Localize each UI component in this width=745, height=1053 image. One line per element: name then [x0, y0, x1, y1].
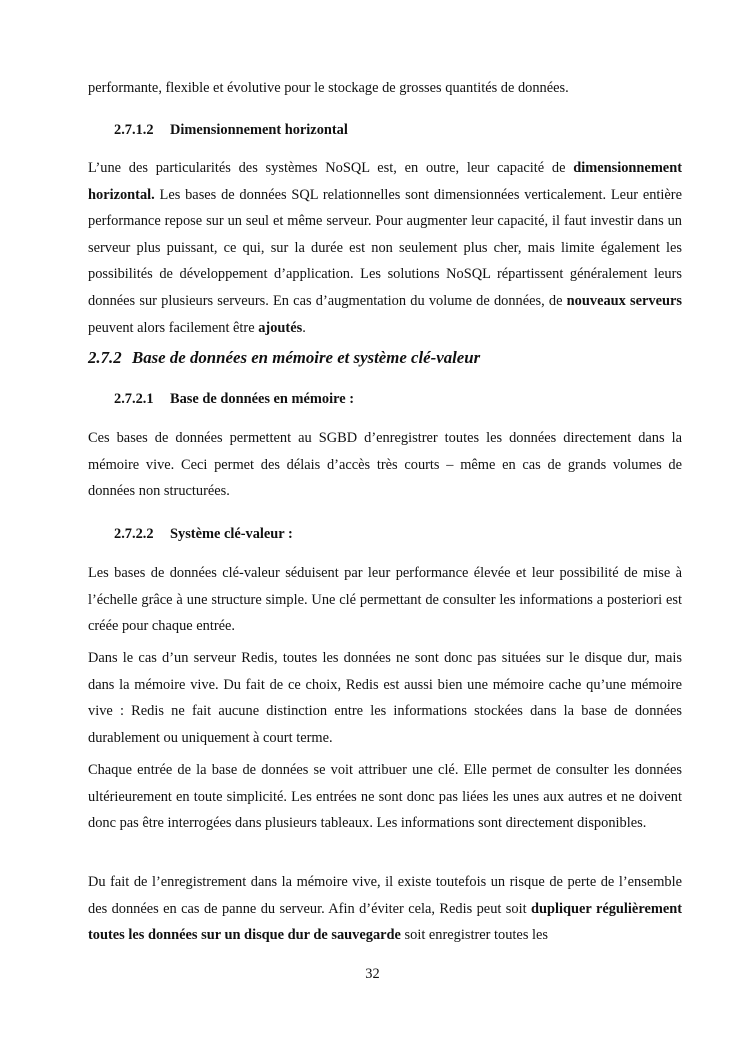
- text-run: L’une des particularités des systèmes NoSQL est, en outre, leur capacité de: [88, 160, 574, 176]
- bold-run: nouveaux serveurs: [566, 292, 682, 309]
- section-heading-272: [88, 348, 480, 368]
- text-run: peuvent alors facilement être: [88, 319, 259, 336]
- paragraph-key-entry: [88, 757, 682, 837]
- paragraph-key-value: [88, 560, 682, 640]
- text-run: Du fait de l’enregistrement dans la mémoire vive, il existe toutefois un risque de perte de l’ensemble des données en cas de panne du serveur. Afin d’éviter cela, Redis peut soit: [88, 874, 682, 917]
- section-title: Dimensionnement horizontal: [170, 122, 348, 138]
- section-heading-2722: [114, 524, 293, 544]
- bold-run: ajoutés: [258, 319, 303, 336]
- section-heading-2721: [114, 389, 354, 409]
- section-title: Système clé-valeur :: [170, 526, 293, 542]
- section-title: Base de données en mémoire :: [170, 391, 354, 407]
- paragraph-text: Dans le cas d’un serveur Redis, toutes les données ne sont donc pas situées sur le disque dur, mais dans la mémoire vive. Du fait de ce choix, Redis est aussi bien une mémoire cache qu’une mémoire vive : Redis ne fait aucune distinction entre les informations stockées dans la base de données durablement ou uniquement à court terme.: [88, 650, 682, 746]
- paragraph-in-memory: [88, 425, 682, 505]
- section-number: 2.7.2: [88, 348, 122, 367]
- paragraph-text: Chaque entrée de la base de données se voit attribuer une clé. Elle permet de consulter les données ultérieurement en toute simplicité. Les entrées ne sont donc pas liées les unes aux autres et ne doivent donc pas être interrogées dans plusieurs tableaux. Les informations sont directement disponibles.: [88, 762, 682, 832]
- section-number: 2.7.2.1: [114, 391, 154, 407]
- section-title: Base de données en mémoire et système clé-valeur: [132, 348, 481, 367]
- continuation-text: performante, flexible et évolutive pour le stockage de grosses quantités de données.: [88, 80, 569, 96]
- page-number: 32: [365, 966, 380, 982]
- paragraph-text: Les bases de données clé-valeur séduisent par leur performance élevée et leur possibilité de mise à l’échelle grâce à une structure simple. Une clé permettant de consulter les informations a posteriori est créée pour chaque entrée.: [88, 565, 682, 635]
- paragraph-horizontal-scaling: [88, 155, 682, 341]
- continuation-paragraph: [88, 75, 682, 102]
- text-run: .: [302, 319, 306, 336]
- paragraph-data-loss: [88, 869, 682, 949]
- text-run: Les bases de données SQL relationnelles sont dimensionnées verticalement. Leur entière performance repose sur un seul et même serveur. Pour augmenter leur capacité, il faut investir dans un serveur plus puissant, ce qui, sur la durée est non seulement plus cher, mais limite également les possibilités de développement d’application. Les solutions NoSQL répartissent généralement leurs données sur plusieurs serveurs. En cas d’augmentation du volume de données, de: [88, 186, 682, 309]
- text-run: soit enregistrer toutes les: [400, 927, 549, 944]
- bold-run: dimensionnement horizontal.: [88, 160, 682, 203]
- section-number: 2.7.2.2: [114, 526, 154, 542]
- paragraph-text: Ces bases de données permettent au SGBD d’enregistrer toutes les données directement dans la mémoire vive. Ceci permet des délais d’accès très courts – même en cas de grands volumes de données non structurées.: [88, 430, 682, 500]
- section-number: 2.7.1.2: [114, 122, 154, 138]
- section-heading-2712: [114, 120, 348, 140]
- paragraph-redis: [88, 645, 682, 751]
- bold-run: dupliquer régulièrement toutes les données sur un disque dur de sauvegarde: [88, 900, 682, 944]
